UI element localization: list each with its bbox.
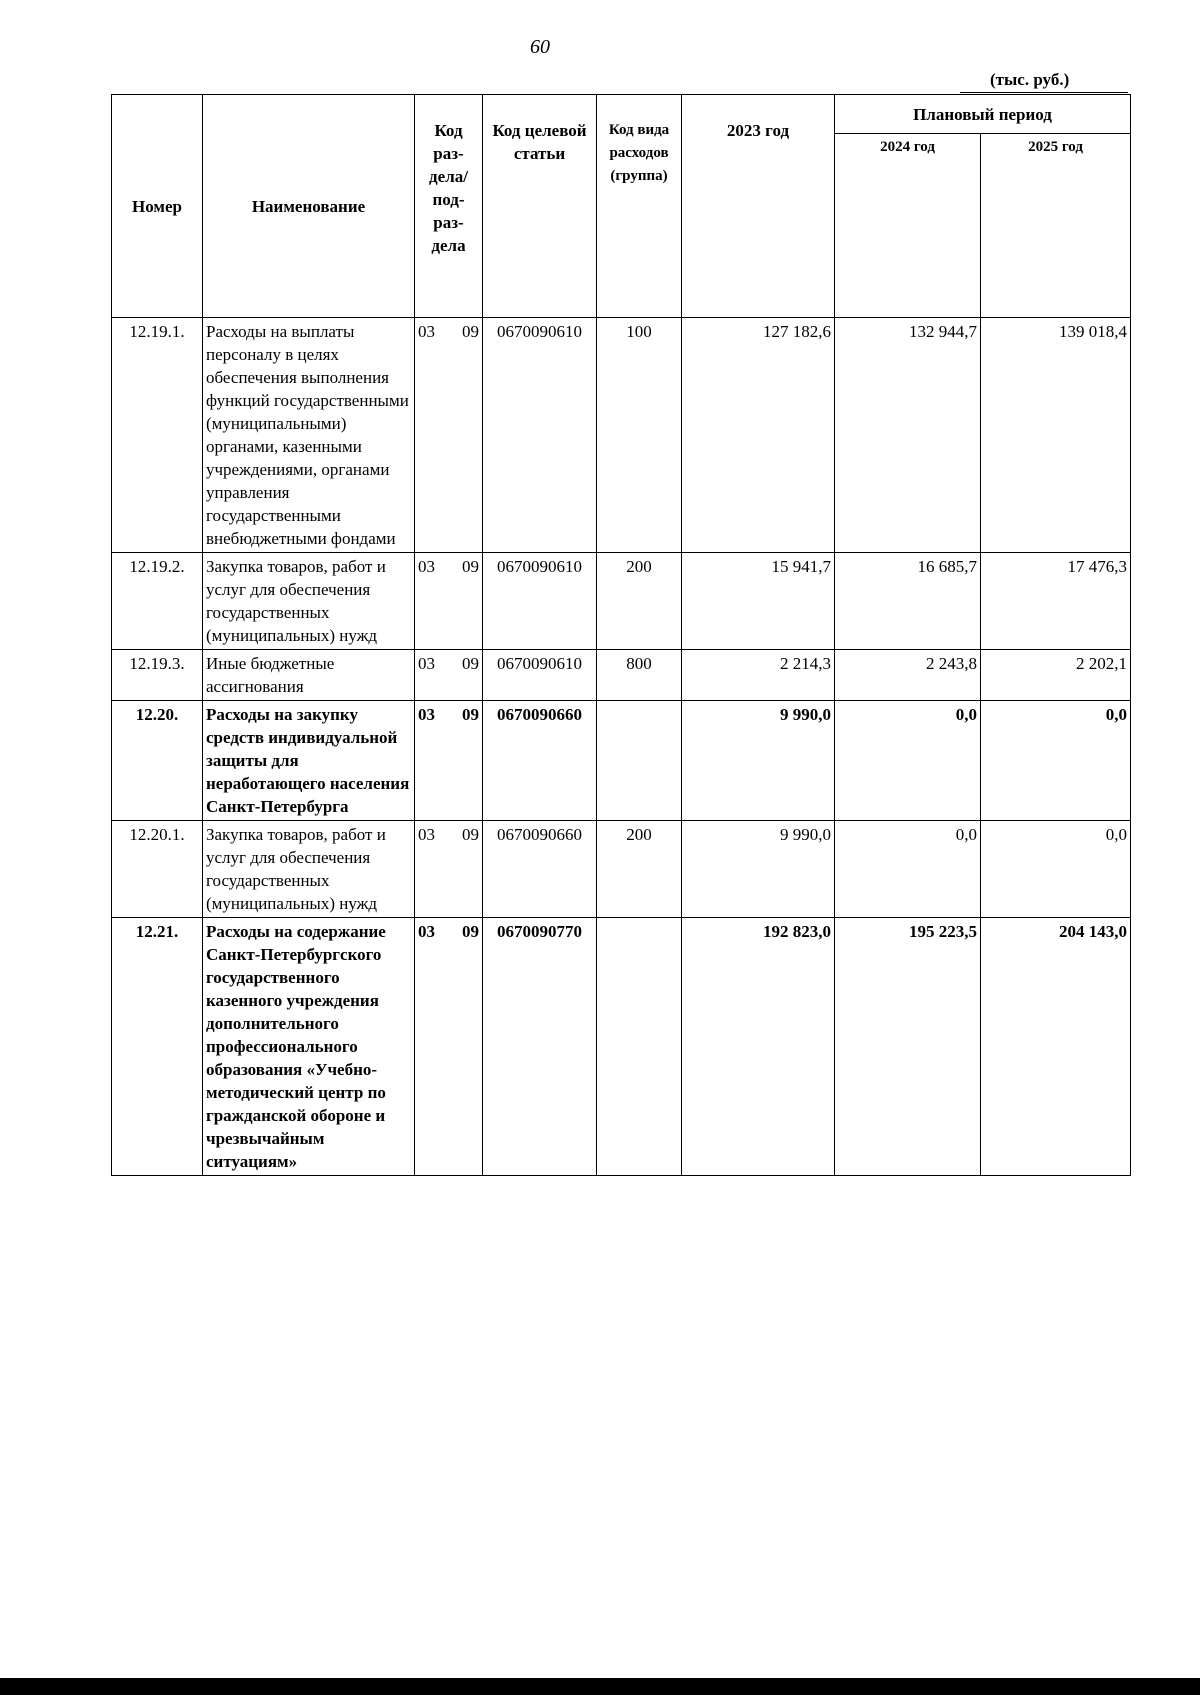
table-row: [112, 821, 1131, 918]
row-amount-2023: 127 182,6: [682, 318, 835, 553]
header-name: Наименование: [203, 95, 415, 318]
header-number: Номер: [112, 95, 203, 318]
row-amount-2023: 2 214,3: [682, 650, 835, 701]
row-target-code: 0670090610: [483, 318, 597, 553]
row-number: 12.20.: [112, 701, 203, 821]
header-planned-period: Плановый период: [835, 95, 1131, 134]
row-podrazdel: 09: [462, 922, 479, 941]
row-target-code: 0670090770: [483, 918, 597, 1176]
table-row: [112, 918, 1131, 1176]
row-number: 12.19.3.: [112, 650, 203, 701]
row-podrazdel: 09: [462, 705, 479, 724]
header-target-code: Код целевой статьи: [483, 95, 597, 318]
row-section-code: [415, 918, 483, 1176]
row-razdel: 03: [418, 705, 435, 724]
row-podrazdel: 09: [462, 322, 479, 341]
row-razdel: 03: [418, 654, 435, 673]
row-number: 12.19.2.: [112, 553, 203, 650]
row-amount-2023: 9 990,0: [682, 821, 835, 918]
page-number: 60: [530, 36, 550, 58]
row-amount-2024: 132 944,7: [835, 318, 981, 553]
row-expense-type-code: 800: [597, 650, 682, 701]
row-section-code: [415, 553, 483, 650]
row-amount-2024: 0,0: [835, 701, 981, 821]
row-podrazdel: 09: [462, 654, 479, 673]
row-amount-2025: 0,0: [981, 701, 1131, 821]
row-amount-2024: 2 243,8: [835, 650, 981, 701]
table-row: [112, 650, 1131, 701]
row-name: Расходы на выплаты персоналу в целях обеспечения выполнения функций государственными (муниципальными) органами, казенными учреждениями, органами управления государственными внебюджетными фондами: [203, 318, 415, 553]
row-podrazdel: 09: [462, 557, 479, 576]
table-row: [112, 701, 1131, 821]
scan-bottom-edge: [0, 1678, 1200, 1695]
row-amount-2025: 139 018,4: [981, 318, 1131, 553]
row-expense-type-code: 100: [597, 318, 682, 553]
row-number: 12.20.1.: [112, 821, 203, 918]
row-razdel: 03: [418, 825, 435, 844]
row-expense-type-code: [597, 701, 682, 821]
row-amount-2023: 15 941,7: [682, 553, 835, 650]
row-amount-2024: 195 223,5: [835, 918, 981, 1176]
budget-table: [111, 94, 1131, 1176]
row-podrazdel: 09: [462, 825, 479, 844]
row-razdel: 03: [418, 322, 435, 341]
row-amount-2025: 17 476,3: [981, 553, 1131, 650]
header-year-2023: 2023 год: [682, 95, 835, 318]
row-expense-type-code: 200: [597, 553, 682, 650]
units-label: (тыс. руб.): [990, 70, 1070, 89]
row-target-code: 0670090610: [483, 553, 597, 650]
row-section-code: [415, 701, 483, 821]
row-target-code: 0670090660: [483, 821, 597, 918]
row-amount-2024: 0,0: [835, 821, 981, 918]
units-underline: [960, 92, 1128, 93]
row-number: 12.19.1.: [112, 318, 203, 553]
row-amount-2023: 192 823,0: [682, 918, 835, 1176]
row-name: Закупка товаров, работ и услуг для обеспечения государственных (муниципальных) нужд: [203, 821, 415, 918]
row-section-code: [415, 318, 483, 553]
header-section-code: [415, 95, 483, 318]
table-row: [112, 318, 1131, 553]
row-name: Закупка товаров, работ и услуг для обеспечения государственных (муниципальных) нужд: [203, 553, 415, 650]
header-expense-type-code: Код вида расходов (группа): [597, 95, 682, 318]
row-expense-type-code: 200: [597, 821, 682, 918]
row-target-code: 0670090610: [483, 650, 597, 701]
row-amount-2025: 2 202,1: [981, 650, 1131, 701]
row-section-code: [415, 650, 483, 701]
row-razdel: 03: [418, 557, 435, 576]
row-number: 12.21.: [112, 918, 203, 1176]
header-year-2024: 2024 год: [835, 134, 981, 318]
table-row: [112, 553, 1131, 650]
header-year-2025: 2025 год: [981, 134, 1131, 318]
row-name: Иные бюджетные ассигнования: [203, 650, 415, 701]
row-amount-2024: 16 685,7: [835, 553, 981, 650]
row-expense-type-code: [597, 918, 682, 1176]
row-name: Расходы на закупку средств индивидуальной защиты для неработающего населения Санкт-Петербурга: [203, 701, 415, 821]
row-amount-2025: 0,0: [981, 821, 1131, 918]
row-razdel: 03: [418, 922, 435, 941]
row-amount-2025: 204 143,0: [981, 918, 1131, 1176]
header-section-code-text: Код раз-дела/ под-раз-дела: [429, 121, 468, 255]
row-target-code: 0670090660: [483, 701, 597, 821]
row-amount-2023: 9 990,0: [682, 701, 835, 821]
row-name: Расходы на содержание Санкт-Петербургского государственного казенного учреждения дополнительного профессионального образования «Учебно-методический центр по гражданской обороне и чрезвычайным ситуациям»: [203, 918, 415, 1176]
row-section-code: [415, 821, 483, 918]
